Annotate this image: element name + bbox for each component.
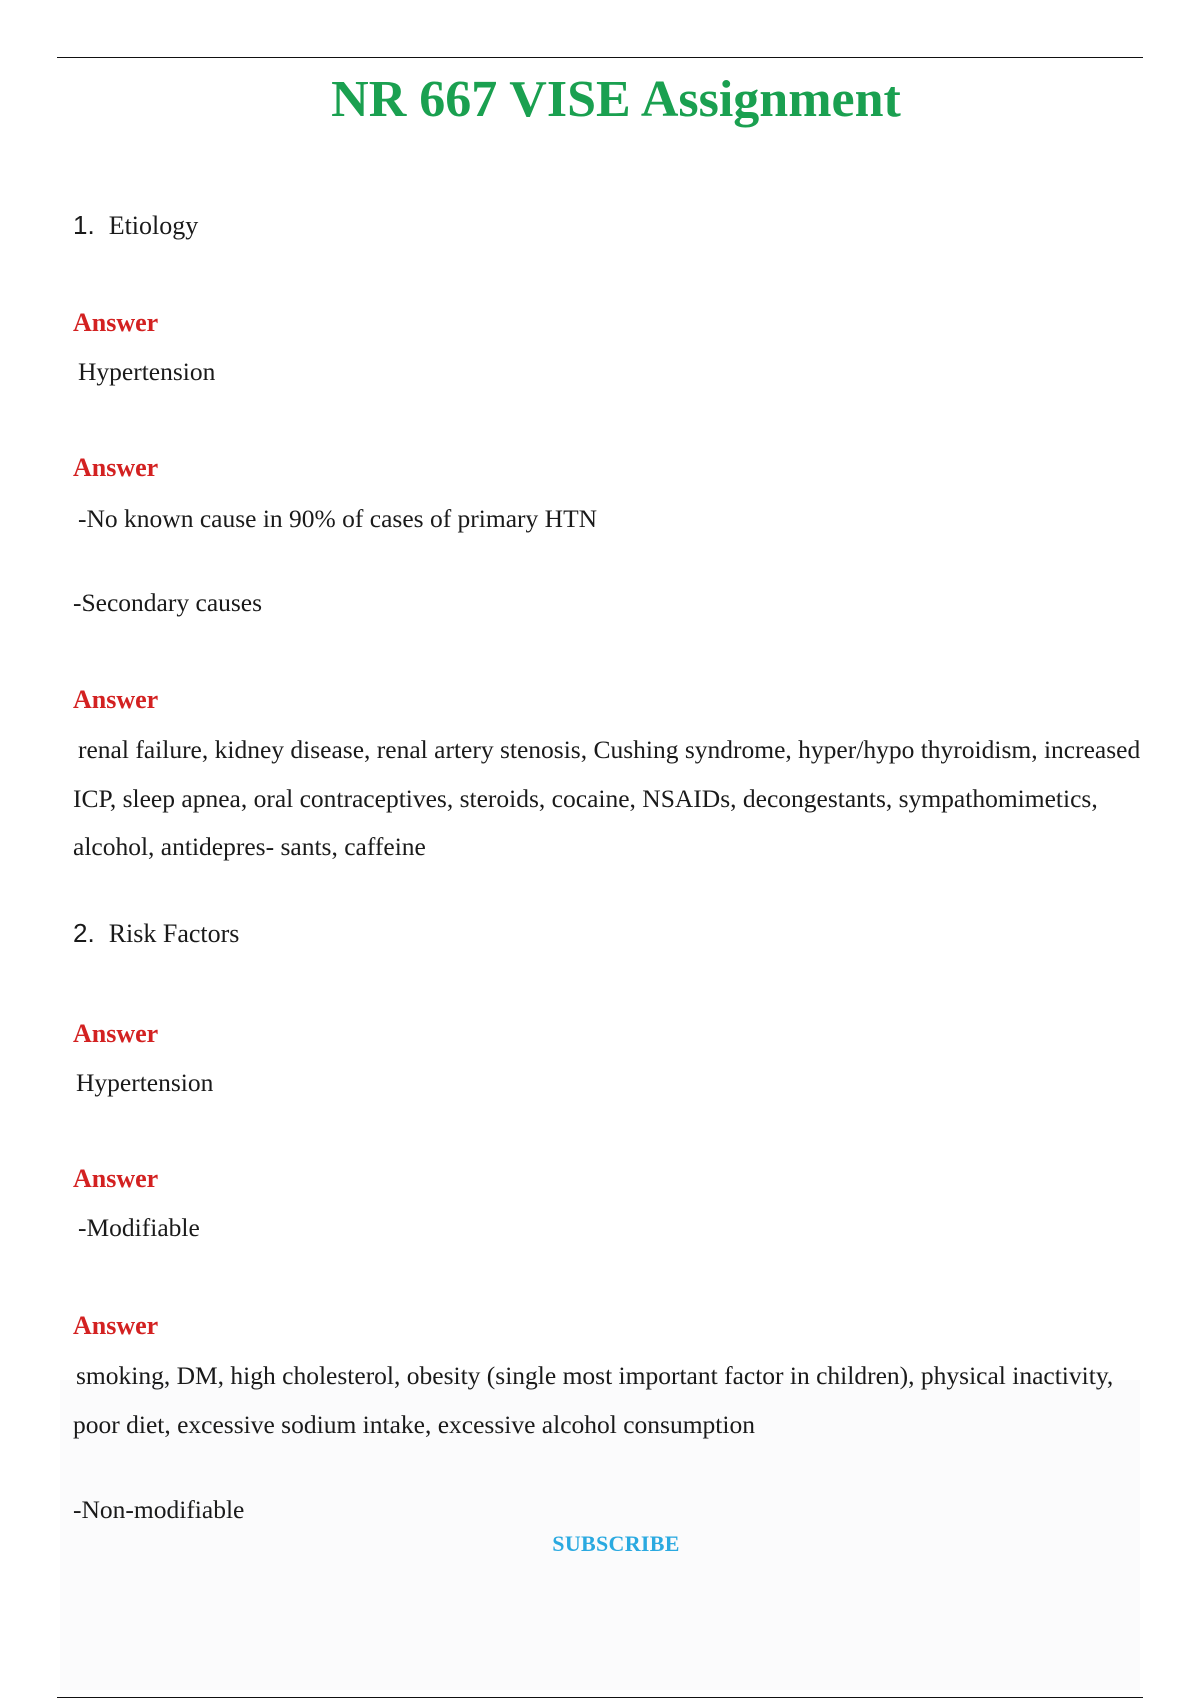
subscribe-link[interactable]: SUBSCRIBE (552, 1531, 680, 1556)
bottom-rule (57, 1697, 1143, 1698)
document-title: NR 667 VISE Assignment (331, 71, 901, 128)
section-1-number: 1. (73, 210, 95, 240)
answer-label: Answer (73, 453, 159, 482)
answer-label: Answer (73, 1164, 159, 1193)
section-1-heading (73, 210, 198, 241)
answer-label: Answer (73, 308, 159, 337)
section-2-heading (73, 918, 239, 949)
note-text: -Non-modifiable (73, 1495, 245, 1524)
section-1-title: Etiology (108, 211, 199, 240)
answer-text: -Modifiable (78, 1213, 200, 1242)
section-2-number: 2. (73, 918, 95, 948)
answer-text: Hypertension (76, 1068, 214, 1097)
note-text: -Secondary causes (73, 588, 263, 617)
section-2-title: Risk Factors (108, 919, 240, 948)
answer-label: Answer (73, 685, 159, 714)
answer-label: Answer (73, 1019, 159, 1048)
top-rule (57, 57, 1143, 58)
answer-paragraph: renal failure, kidney disease, renal artery stenosis, Cushing syndrome, hyper/hypo thyroidism, increased ICP, sleep apnea, oral contraceptives, steroids, cocaine, NSAIDs, decongestants, sympathomimetics, alcohol, antidepres- sants, caffeine (73, 735, 1141, 861)
answer-text: -No known cause in 90% of cases of primary HTN (78, 504, 598, 533)
answer-text: Hypertension (78, 357, 216, 386)
answer-label: Answer (73, 1311, 159, 1340)
answer-paragraph: smoking, DM, high cholesterol, obesity (single most important factor in children), physical inactivity, poor diet, excessive sodium intake, excessive alcohol consumption (73, 1361, 1114, 1439)
